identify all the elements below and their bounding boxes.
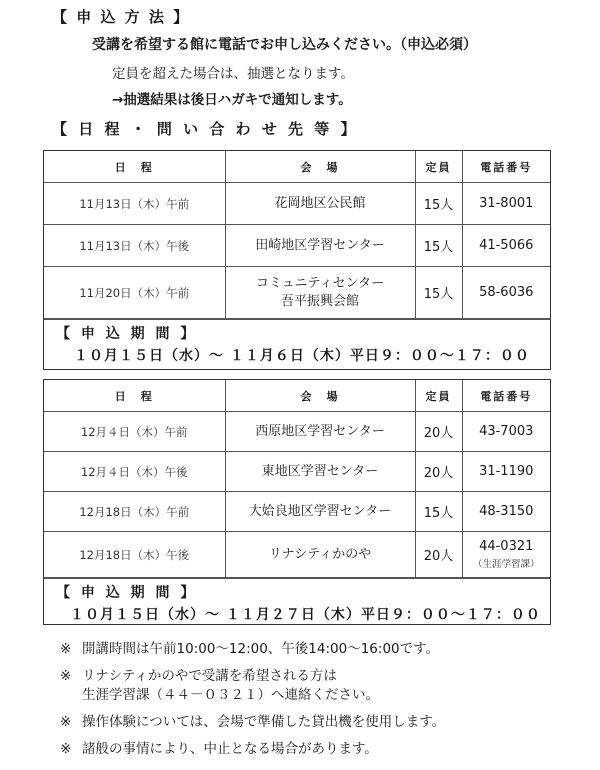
note-text: 開講時間は午前10:00～12:00、午後14:00～16:00です。 [82,641,440,657]
note-item [60,713,445,732]
period-label: 【 申 込 期 間 】 [56,326,198,342]
schedule-block-november [43,150,551,370]
note-text: 操作体験については、会場で準備した貸出機を使用します。 [82,714,446,730]
row-date: 12月18日（木）午前 [44,492,225,532]
row-venue [225,267,415,319]
schedule-table-november [44,151,550,319]
application-period [44,319,550,370]
row-capacity: 15人 [415,183,462,225]
row-tel: 31-8001 [462,183,550,225]
row-venue [225,452,415,492]
row-venue [225,183,415,225]
row-tel: 48-3150 [462,492,550,532]
row-date: 12月４日（木）午後 [44,452,225,492]
header-date: 日 程 [44,151,225,183]
note-text: 生涯学習課（４４－０３２１）へ連絡ください。 [82,687,379,703]
tel-note: （生涯学習課） [472,559,540,570]
header-tel: 電話番号 [462,380,550,412]
tel-number: 44-0321 [479,539,534,554]
schedule-block-december [43,379,551,625]
period-label: 【 申 込 期 間 】 [56,585,198,601]
table-row [44,412,550,452]
note-item [60,740,445,759]
row-date: 11月20日（木）午前 [44,267,225,319]
row-capacity: 20人 [415,532,462,578]
row-capacity: 20人 [415,452,462,492]
note-mark: ※ [60,641,72,657]
row-date: 11月13日（木）午後 [44,225,225,267]
venue-line: リナシティかのや [268,546,372,562]
venue-line: 東地区学習センター [261,463,379,479]
row-tel: 58-6036 [462,267,550,319]
method-line-1: 受講を希望する館に電話でお申し込みください。（申込必須） [92,37,477,53]
row-tel: 31-1190 [462,452,550,492]
row-capacity: 15人 [415,267,462,319]
venue-line: 大姶良地区学習センター [248,503,392,519]
header-tel: 電話番号 [462,151,550,183]
table-row [44,452,550,492]
row-date: 12月18日（木）午後 [44,532,225,578]
note-text: リナシティかのやで受講を希望される方は [82,668,337,684]
venue-line: 花岡地区公民館 [274,195,366,211]
table-row [44,267,550,319]
venue-line: 田崎地区学習センター [255,237,385,253]
venue-line: コミュニティセンター [255,275,385,291]
row-venue [225,492,415,532]
row-tel: 41-5066 [462,225,550,267]
header-date: 日 程 [44,380,225,412]
row-venue [225,225,415,267]
schedule-heading: 【 日 程 ・ 問 い 合 わ せ 先 等 】 [52,120,359,138]
period-value: １０月１５日（水）～ １１月６日（木）平日９：００～１７：００ [74,348,530,364]
method-heading: 【 申 込 方 法 】 [52,8,191,26]
header-venue: 会 場 [225,151,415,183]
row-capacity: 15人 [415,225,462,267]
table-header-row [44,151,550,183]
method-line-2: 定員を超えた場合は、抽選となります。 [112,66,354,82]
table-row [44,225,550,267]
header-capacity: 定員 [415,380,462,412]
schedule-table-december [44,380,550,578]
note-item [60,667,445,705]
row-date: 11月13日（木）午前 [44,183,225,225]
row-date: 12月４日（木）午前 [44,412,225,452]
row-venue [225,532,415,578]
venue-line: 吾平振興会館 [280,293,359,309]
table-header-row [44,380,550,412]
application-period [44,578,550,627]
note-mark: ※ [60,668,72,684]
table-row [44,532,550,578]
note-item [60,640,445,659]
row-capacity: 15人 [415,492,462,532]
note-text: 諸般の事情により、中止となる場合があります。 [82,741,378,757]
period-value: １０月１５日（水）～ １１月２７日（木）平日９：００～１７：００ [70,607,541,623]
row-venue [225,412,415,452]
row-capacity: 20人 [415,412,462,452]
row-tel: 43-7003 [462,412,550,452]
notes [60,640,445,767]
note-mark: ※ [60,741,72,757]
table-row [44,492,550,532]
note-mark: ※ [60,714,72,730]
header-capacity: 定員 [415,151,462,183]
venue-line: 西原地区学習センター [255,423,385,439]
table-row [44,183,550,225]
method-line-3: →抽選結果は後日ハガキで通知します。 [112,92,352,108]
header-venue: 会 場 [225,380,415,412]
row-tel [462,532,550,578]
